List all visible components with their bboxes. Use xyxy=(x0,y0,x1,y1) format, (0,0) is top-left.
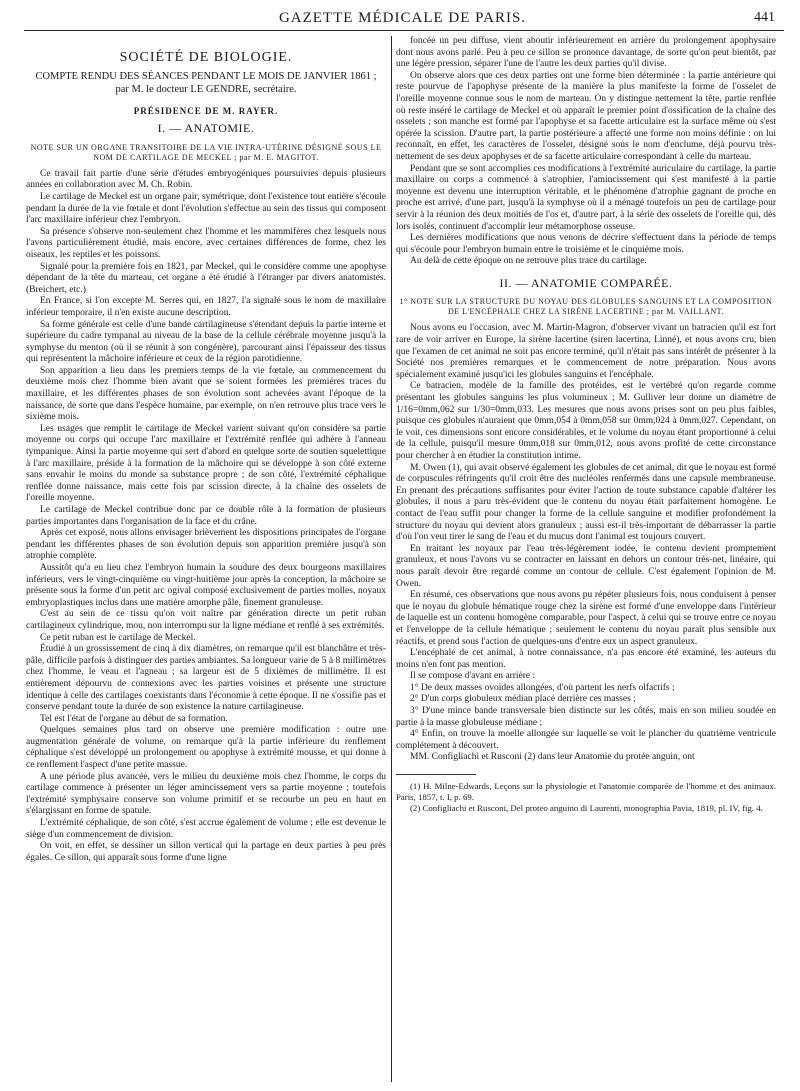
right-body-bottom xyxy=(396,323,776,764)
journal-title: GAZETTE MÉDICALE DE PARIS. xyxy=(278,10,527,26)
body-paragraph: Tel est l'état de l'organe au début de sa formation. xyxy=(40,713,228,724)
body-paragraph: Après cet exposé, nous allons envisager brièvement les dispositions principales de l'organe pendant les différentes phases de son évolution depuis son apparition première jusqu'à son atrophie complète. xyxy=(26,528,386,562)
body-paragraph: Étudié à un grossissement de cinq à dix diamètres, on remarque qu'il est blanchâtre et très-pâle, difficile parfois à distinguer des parties ambiantes. Sa longueur varie de 5 à 8 millimètres chez l'homme, le veau et l'agneau ; sa largeur est de 5 dixièmes de millimètre. Il est entièrement dépourvu de connexions avec les parties voisines et présente une structure identique à celle des cartilages coexistants dans l'économie à cette époque. Il ne s'ossifie pas et conserve pendant toute la durée de son existence la nature cartilagineuse. xyxy=(26,644,386,713)
footnote: (1) H. Milne-Edwards, Leçons sur la physiologie et l'anatomie comparée de l'homme et des animaux. Paris, 1857, t. I, p. 69. xyxy=(396,781,776,803)
body-paragraph: 1° De deux masses ovoïdes allongées, d'où partent les nerfs olfactifs ; xyxy=(410,682,675,693)
body-paragraph: On voit, en effet, se dessiner un sillon vertical qui la partage en deux parties à peu près égales. Ce sillon, qui apparaît sous forme d'une ligne xyxy=(26,841,386,863)
body-paragraph: L'extrémité céphalique, de son côté, s'est accrue également de volume ; elle est devenue le siège d'un commencement de division. xyxy=(26,818,386,840)
body-paragraph: Ce petit ruban est le cartilage de Meckel. xyxy=(40,632,196,643)
body-paragraph: Les dernières modifications que nous venons de décrire s'effectuent dans la période de temps qui s'écoule pour l'embryon humain entre le troisième et le cinquième mois. xyxy=(396,233,776,255)
footnote-rule xyxy=(396,774,476,775)
body-paragraph: Quelques semaines plus tard on observe une première modification : outre une augmentation générale de volume, on remarque qu'à la partie inférieure du renflement céphalique s'est développé un prolongement ou apophyse à extrémité mousse, et qui donne à ce renflement l'aspect d'une petite massue. xyxy=(26,725,386,771)
body-paragraph: Sa forme générale est celle d'une bande cartilagineuse s'étendant depuis la partie interne et supérieure du cadre tympanal au niveau de la base de la cellule cérébrale moyenne jusqu'à la symphyse du menton (où il se réunit à son congénère), parcourant ainsi l'épaisseur des tissus qui représentent la mâchoire inférieure et ceux de la région parotidienne. xyxy=(26,319,386,365)
footnote: (2) Configliachi et Rusconi, Del proteo anguino di Laurenti, monographia Pavia, 1819, pl. IV, fig. 4. xyxy=(410,803,763,814)
body-paragraph: A une période plus avancée, vers le milieu du deuxième mois chez l'homme, le corps du cartilage commence à présenter un léger amincissement vers sa partie moyenne ; toutefois l'extrémité symphysaire conserve son volume primitif et se recourbe un peu en haut en s'élargissant en forme de spatule. xyxy=(26,771,386,817)
left-column xyxy=(26,36,386,1082)
body-paragraph: Son apparition a lieu dans les premiers temps de la vie fœtale, au commencement du deuxième mois chez l'homme bien avant que se soient formées les premières traces du maxillaire, et les différentes phases de son évolution sont achevées avant l'époque de la naissance, de sorte que dans l'espèce humaine, par exemple, on n'en retrouve plus trace vers le sixième mois. xyxy=(26,365,386,423)
body-paragraph: M. Owen (1), qui avait observé également les globules de cet animal, dit que le noyau est formé de corpuscules réfringents qu'il croit être des nucléoles renfermés dans une capsule membraneuse. En prenant des précautions suffisantes pour éviter l'action de toute substance capable d'altérer les globules, il nous a paru très-évident que le contenu du noyau était parfaitement homogène. Le contact de l'eau suffit pour changer la forme de la cellule sanguine et modifier profondément la structure du noyau qui devient alors granuleux ; aussi est-il très-important de débarrasser la partie d'où l'on veut tirer le sang de l'eau et du mucus dont l'animal est toujours couvert. xyxy=(396,462,776,543)
column-divider xyxy=(391,36,392,1082)
header-rule xyxy=(24,30,784,31)
body-paragraph: 4° Enfin, on trouve la moelle allongée sur laquelle se voit le plancher du quatrième ventricule complétement à découvert. xyxy=(396,729,776,751)
body-paragraph: MM. Configliachi et Rusconi (2) dans leur Anatomie du protée anguin, ont xyxy=(410,752,695,763)
left-body xyxy=(26,169,386,865)
society-heading: SOCIÉTÉ DE BIOLOGIE. xyxy=(119,50,293,65)
section-heading-anatomie: I. — ANATOMIE. xyxy=(157,121,255,136)
footnotes xyxy=(396,781,776,814)
presidence-line: PRÉSIDENCE DE M. RAYER. xyxy=(133,105,279,116)
body-paragraph: foncée un peu diffuse, vient aboutir inférieurement en arrière du prolongement apophysaire dont nous avons parlé. Peu à peu ce sillon se prononce davantage, de sorte qu'on peut bientôt, par une légère pression, séparer l'une de l'autre les deux parties qu'il divise. xyxy=(396,36,776,70)
note-title-meckel: NOTE SUR UN ORGANE TRANSITOIRE DE LA VIE INTRA-UTÉRINE DÉSIGNÉ SOUS LE NOM DE CARTILAGE DE MECKEL ; par M. E. MAGITOT. xyxy=(30,142,382,162)
body-paragraph: Les usages que remplit le cartilage de Meckel varient suivant qu'on considère sa partie moyenne ou corps qui occupe l'arc maxillaire et l'extrémité renflée qui adhère à l'anneau tympanique. Ainsi la partie moyenne qui sert d'abord en quelque sorte de soutien squelettique à l'arc maxillaire, préside à la formation de la mâchoire qui se développe à son côté externe sans envahir le moins du monde sa substance propre ; de son côté, l'extrémité céphalique renflée donne naissance, mais cette fois par scission directe, à la chaîne des osselets de l'oreille moyenne. xyxy=(26,423,386,504)
body-paragraph: Il se compose d'avant en arrière : xyxy=(410,671,536,682)
body-paragraph: Sa présence s'observe non-seulement chez l'homme et les mammifères chez lesquels nous l'avons particulièrement étudié, mais encore, avec certaines différences de forme, chez les oiseaux, les reptiles et les poissons. xyxy=(26,226,386,260)
body-paragraph: Le cartilage de Meckel est un organe pair, symétrique, dont l'existence tout entière s'écoule pendant la durée de la vie fœtale et dont l'évolution s'effectue au sein des tissus qui composent l'arc maxillaire inférieur chez l'embryon. xyxy=(26,191,386,226)
body-paragraph: Signalé pour la première fois en 1821, par Meckel, qui le considère comme une apophyse dépendant de la tête du marteau, cet organe a été étudié à l'étranger par divers anatomistes. (Breichert, etc.) xyxy=(26,261,386,295)
note-title-vaillant: 1° NOTE SUR LA STRUCTURE DU NOYAU DES GLOBULES SANGUINS ET LA COMPOSITION DE L'ENCÉPHALE CHEZ LA SIRÈNE LACERTINE ; par M. VAILLANT. xyxy=(399,297,773,317)
body-paragraph: L'encéphale de cet animal, à notre connaissance, n'a pas encore été examiné, les auteurs du moins n'en font pas mention. xyxy=(396,648,776,670)
body-paragraph: Nous avons eu l'occasion, avec M. Martin-Magron, d'observer vivant un batracien qu'il est fort rare de voir arriver en Europe, la sirène lacertine (siren lacertina, Linné), et nous avons cru, bien que l'examen de cet animal ne soit pas encore terminé, qu'il n'était pas sans intérêt de présenter à la Société nos premières remarques et le commencement de notre préparation. Nous avons spécialement examiné jusqu'ici les globules sanguins et l'encéphale. xyxy=(396,323,776,380)
body-paragraph: 3° D'une mince bande transversale bien distincte sur les côtés, mais en son milieu soudée en partie à la masse globuleuse médiane ; xyxy=(396,706,776,728)
body-paragraph: Au delà de cette époque on ne retrouve plus trace du cartilage. xyxy=(410,256,647,267)
right-column xyxy=(396,36,776,1082)
body-paragraph: En traitant les noyaux par l'eau très-légèrement iodée, le contenu devient promptement granuleux, et nous l'avons vu se contracter en laissant en dehors un contour très-net, linéaire, qui nous paraît devoir être regardé comme un contour de cellule. C'est également l'opinion de M. Owen. xyxy=(396,543,776,589)
page-number: 441 xyxy=(754,10,775,25)
body-paragraph: On observe alors que ces deux parties ont une forme bien déterminée : la partie antérieure qui reste pourvue de l'apophyse présente de la manière la plus manifeste la forme de l'osselet de l'oreille moyenne connue sous le nom de marteau. On y distingue nettement la tête, partie renflée où reste inséré le cartilage de Meckel et où apparaît le premier point d'ossification de la chaîne des osselets ; son manche est formé par l'apophyse et sa facette articulaire est la surface même où s'est opérée la scission. D'autre part, la partie postérieure a affecté une forme non moins définie : on lui reconnaît, en effet, les caractères de l'osselet, désigné sous le nom d'enclume, déjà pourvu très-nettement de ses deux apophyses et de sa facette articulaire correspondant à celle du marteau. xyxy=(396,70,776,162)
section-heading-anatomie-comparee: II. — ANATOMIE COMPARÉE. xyxy=(499,275,673,290)
body-paragraph: C'est au sein de ce tissu qu'on voit naître par génération directe un petit ruban cartilagineux cylindrique, mou, non interrompu sur la ligne médiane et renflé à ses extrémités. xyxy=(26,609,386,631)
running-head xyxy=(30,8,775,30)
body-paragraph: En résumé, ces observations que nous avons pu répéter plusieurs fois, nous conduisent à penser que le noyau du globule hématique rouge chez la sirène est formé d'une enveloppe dans l'intérieur de laquelle est un contenu homogène comparable, pour l'aspect, à celui qui se trouve entre ce noyau et l'enveloppe de la cellule hématique ; seulement le contenu du noyau paraît plus sensible aux réactifs, et prend sous l'action de quelques-uns d'entre eux un aspect granuleux. xyxy=(396,590,776,647)
right-body-top xyxy=(396,36,776,268)
body-paragraph: Ce batracien, modèle de la famille des protéides, est le vertébré qu'on regarde comme présentant les globules sanguins les plus volumineux ; M. Gulliver leur donne un diamètre de 1/16=0mm,062 sur 1/30=0mm,033. Les mesures que nous avons prises sont un peu plus faibles, puisque ces globules n'auraient que 0mm,054 à 0mm,058 sur 0mm,024 à 0mm,027. Cependant, on le voit, ces dimensions sont encore considérables, et le volume du noyau étant proportionné à celui de la cellule, puisqu'il mesure 0mm,018 sur 0mm,012, nous avons profité de cette circonstance pour chercher à en étudier la constitution intime. xyxy=(396,381,776,461)
body-paragraph: 2° D'un corps globuleux médian placé derrière ces masses ; xyxy=(410,694,636,705)
compte-rendu-line-1: COMPTE RENDU DES SÉANCES PENDANT LE MOIS DE JANVIER 1861 ; xyxy=(35,70,377,82)
body-paragraph: Le cartilage de Meckel contribue donc par ce double rôle à la formation de plusieurs parties importantes dans l'organisation de la face et du crâne. xyxy=(26,505,386,527)
body-paragraph: Ce travail fait partie d'une série d'études embryogéniques poursuivies depuis plusieurs années en collaboration avec M. Ch. Robin. xyxy=(26,168,386,191)
body-paragraph: Pendant que se sont accomplies ces modifications à l'extrémité auriculaire du cartilage, la partie maxillaire ou corps a commencé à s'atrophier, l'amincissement qui s'est manifesté à la partie moyenne est devenu une interruption véritable, et le phénomène d'atrophie gagnant de proche en proche est arrivé, d'une part, jusqu'à la symphyse où il a ménagé toutefois un peu de cartilage pour servir à la réunion des deux moitiés de l'os et, d'autre part, à la série des osselets de l'oreille qui, dès lors isolés, continuent d'accomplir leur métamorphose osseuse. xyxy=(396,163,776,232)
body-paragraph: Aussitôt qu'a eu lieu chez l'embryon humain la soudure des deux bourgeons maxillaires inférieurs, vers le vingt-cinquième ou vingt-huitième jour après la conception, la mâchoire se présente sous la forme d'un petit arc ogival composé exclusivement de parties molles, noyaux embryoplastiques inclus dans une matière amorphe pâle, finement granuleuse. xyxy=(26,562,386,608)
body-paragraph: En France, si l'on excepte M. Serres qui, en 1827, l'a signalé sous le nom de maxillaire inférieur temporaire, il n'en existe aucune description. xyxy=(26,296,386,318)
compte-rendu-line-2: par M. le docteur LE GENDRE, secrétaire. xyxy=(115,83,297,95)
